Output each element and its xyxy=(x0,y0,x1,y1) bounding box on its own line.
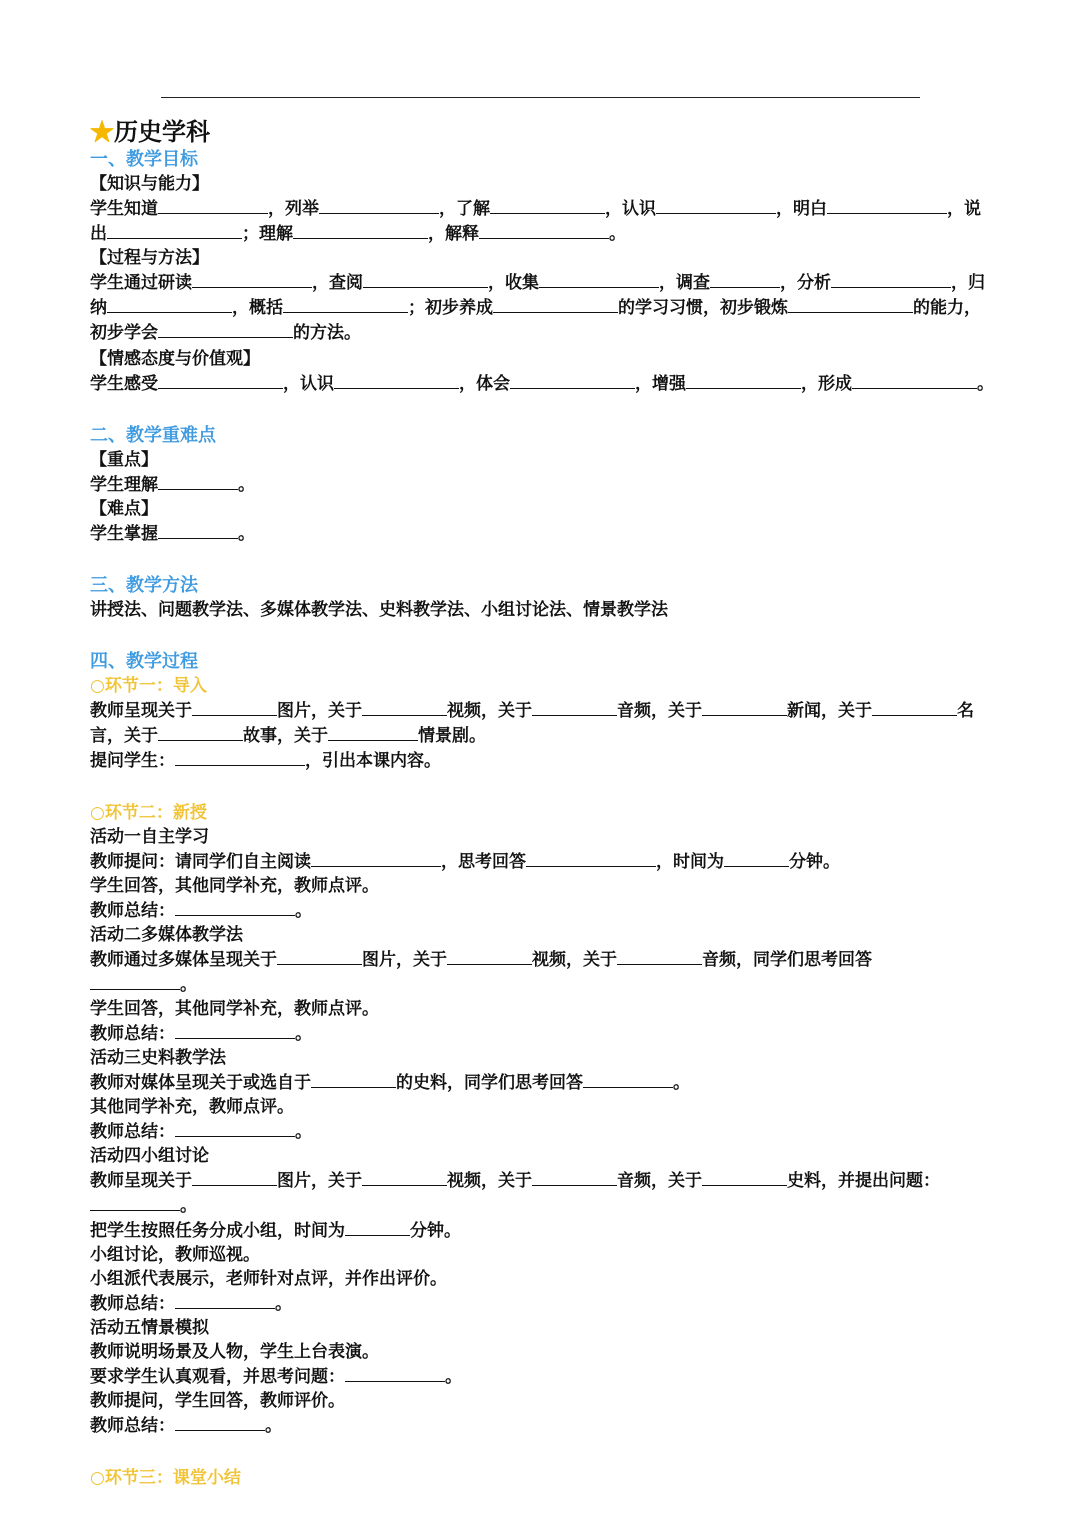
activity-2-title: 活动二多媒体教学法 xyxy=(90,925,243,945)
fill-blank[interactable] xyxy=(328,723,418,741)
stage-3-heading: ○环节三：课堂小结 xyxy=(90,1468,241,1488)
process-line-2: 纳 ，概括 ；初步养成 的学习习惯，初步锻炼 的能力， xyxy=(90,295,1035,320)
stage-1-heading: ○环节一：导入 xyxy=(90,676,207,696)
knowledge-line-2: 出 ；理解 ，解释 。 xyxy=(90,221,1035,246)
fill-blank[interactable] xyxy=(175,748,305,766)
fill-blank[interactable] xyxy=(158,723,243,741)
activity-4-line-1: 教师呈现关于 图片，关于 视频，关于 音频，关于 史料，并提出问题： xyxy=(90,1168,1035,1193)
fill-blank[interactable] xyxy=(831,270,951,288)
fill-blank[interactable] xyxy=(345,1218,410,1236)
subheading-key: 【重点】 xyxy=(90,450,158,470)
activity-5-line-2: 要求学生认真观看，并思考问题： 。 xyxy=(90,1364,1035,1389)
activity-5-line-1: 教师说明场景及人物，学生上台表演。 xyxy=(90,1342,379,1362)
activity-5-title: 活动五情景模拟 xyxy=(90,1318,209,1338)
activity-4-line-2: 。 xyxy=(90,1193,1035,1218)
fill-blank[interactable] xyxy=(158,521,238,539)
subheading-knowledge: 【知识与能力】 xyxy=(90,174,209,194)
knowledge-line-1: 学生知道 ，列举 ，了解 ，认识 ，明白 ，说 xyxy=(90,196,1035,221)
fill-blank[interactable] xyxy=(319,196,439,214)
fill-blank[interactable] xyxy=(107,295,232,313)
fill-blank[interactable] xyxy=(872,698,957,716)
intro-line-2: 言，关于 故事，关于 情景剧。 xyxy=(90,723,1035,748)
fill-blank[interactable] xyxy=(158,320,293,338)
fill-blank[interactable] xyxy=(283,295,408,313)
fill-blank[interactable] xyxy=(107,221,242,239)
process-line-1: 学生通过研读 ，查阅 ，收集 ，调查 ，分析 ，归 xyxy=(90,270,1035,295)
fill-blank[interactable] xyxy=(311,849,441,867)
activity-1-summary: 教师总结： 。 xyxy=(90,898,1035,923)
activity-1-title: 活动一自主学习 xyxy=(90,827,209,847)
section-process: 四、教学过程 xyxy=(90,651,198,672)
difficult-line: 学生掌握 。 xyxy=(90,521,1035,546)
fill-blank[interactable] xyxy=(532,1168,617,1186)
fill-blank[interactable] xyxy=(362,698,447,716)
fill-blank[interactable] xyxy=(362,1168,447,1186)
fill-blank[interactable] xyxy=(158,371,283,389)
activity-3-line-1: 教师对媒体呈现关于或选自于 的史料，同学们思考回答 。 xyxy=(90,1070,1035,1095)
fill-blank[interactable] xyxy=(90,972,180,990)
fill-blank[interactable] xyxy=(656,196,776,214)
fill-blank[interactable] xyxy=(175,1291,275,1309)
subheading-difficult: 【难点】 xyxy=(90,499,158,519)
fill-blank[interactable] xyxy=(539,270,659,288)
activity-2-line-1: 教师通过多媒体呈现关于 图片，关于 视频，关于 音频，同学们思考回答 xyxy=(90,947,1035,972)
fill-blank[interactable] xyxy=(827,196,947,214)
subheading-emotion: 【情感态度与价值观】 xyxy=(90,349,260,369)
header-rule xyxy=(161,97,920,98)
fill-blank[interactable] xyxy=(158,472,238,490)
fill-blank[interactable] xyxy=(334,371,459,389)
fill-blank[interactable] xyxy=(493,295,618,313)
fill-blank[interactable] xyxy=(175,1413,265,1431)
activity-1-answer: 学生回答，其他同学补充，教师点评。 xyxy=(90,876,379,896)
fill-blank[interactable] xyxy=(479,221,609,239)
intro-line-1: 教师呈现关于 图片，关于 视频，关于 音频，关于 新闻，关于 名 xyxy=(90,698,1035,723)
fill-blank[interactable] xyxy=(311,1070,396,1088)
fill-blank[interactable] xyxy=(686,371,801,389)
fill-blank[interactable] xyxy=(175,1021,295,1039)
fill-blank[interactable] xyxy=(277,947,362,965)
subheading-process: 【过程与方法】 xyxy=(90,248,209,268)
activity-2-answer: 学生回答，其他同学补充，教师点评。 xyxy=(90,999,379,1019)
fill-blank[interactable] xyxy=(363,270,488,288)
section-teaching-goals: 一、教学目标 xyxy=(90,149,198,170)
activity-1-line-1: 教师提问：请同学们自主阅读 ，思考回答 ，时间为 分钟。 xyxy=(90,849,1035,874)
activity-4-summary: 教师总结： 。 xyxy=(90,1291,1035,1316)
fill-blank[interactable] xyxy=(158,196,268,214)
emotion-line-1: 学生感受 ，认识 ，体会 ，增强 ，形成 。 xyxy=(90,371,1035,396)
fill-blank[interactable] xyxy=(192,270,312,288)
fill-blank[interactable] xyxy=(175,898,295,916)
fill-blank[interactable] xyxy=(345,1364,445,1382)
activity-5-summary: 教师总结： 。 xyxy=(90,1413,1035,1438)
activity-2-line-2: 。 xyxy=(90,972,1035,997)
activity-4-line-5: 小组派代表展示，老师针对点评，并作出评价。 xyxy=(90,1269,447,1289)
fill-blank[interactable] xyxy=(510,371,635,389)
fill-blank[interactable] xyxy=(192,698,277,716)
fill-blank[interactable] xyxy=(702,698,787,716)
star-icon: ★ xyxy=(90,117,114,146)
key-line: 学生理解 。 xyxy=(90,472,1035,497)
activity-4-title: 活动四小组讨论 xyxy=(90,1146,209,1166)
section-methods: 三、教学方法 xyxy=(90,575,198,596)
fill-blank[interactable] xyxy=(788,295,913,313)
activity-2-summary: 教师总结： 。 xyxy=(90,1021,1035,1046)
fill-blank[interactable] xyxy=(724,849,789,867)
activity-3-summary: 教师总结： 。 xyxy=(90,1119,1035,1144)
fill-blank[interactable] xyxy=(293,221,428,239)
fill-blank[interactable] xyxy=(447,947,532,965)
fill-blank[interactable] xyxy=(583,1070,673,1088)
fill-blank[interactable] xyxy=(852,371,977,389)
fill-blank[interactable] xyxy=(90,1193,180,1211)
fill-blank[interactable] xyxy=(532,698,617,716)
process-line-3: 初步学会 的方法。 xyxy=(90,320,1035,345)
section-key-points: 二、教学重难点 xyxy=(90,425,216,446)
page-title xyxy=(90,116,1035,148)
title-text: 历史学科 xyxy=(114,117,210,146)
fill-blank[interactable] xyxy=(526,849,656,867)
lesson-plan xyxy=(90,114,1035,1490)
fill-blank[interactable] xyxy=(710,270,780,288)
activity-3-title: 活动三史料教学法 xyxy=(90,1048,226,1068)
fill-blank[interactable] xyxy=(702,1168,787,1186)
methods-line: 讲授法、问题教学法、多媒体教学法、史料教学法、小组讨论法、情景教学法 xyxy=(90,600,668,620)
stage-2-heading: ○环节二：新授 xyxy=(90,803,207,823)
activity-5-line-3: 教师提问，学生回答，教师评价。 xyxy=(90,1391,345,1411)
fill-blank[interactable] xyxy=(617,947,702,965)
activity-4-line-4: 小组讨论，教师巡视。 xyxy=(90,1245,260,1265)
fill-blank[interactable] xyxy=(192,1168,277,1186)
activity-3-supplement: 其他同学补充，教师点评。 xyxy=(90,1097,294,1117)
intro-line-3: 提问学生： ，引出本课内容。 xyxy=(90,748,1035,773)
fill-blank[interactable] xyxy=(175,1119,295,1137)
activity-4-line-3: 把学生按照任务分成小组，时间为 分钟。 xyxy=(90,1218,1035,1243)
fill-blank[interactable] xyxy=(490,196,605,214)
